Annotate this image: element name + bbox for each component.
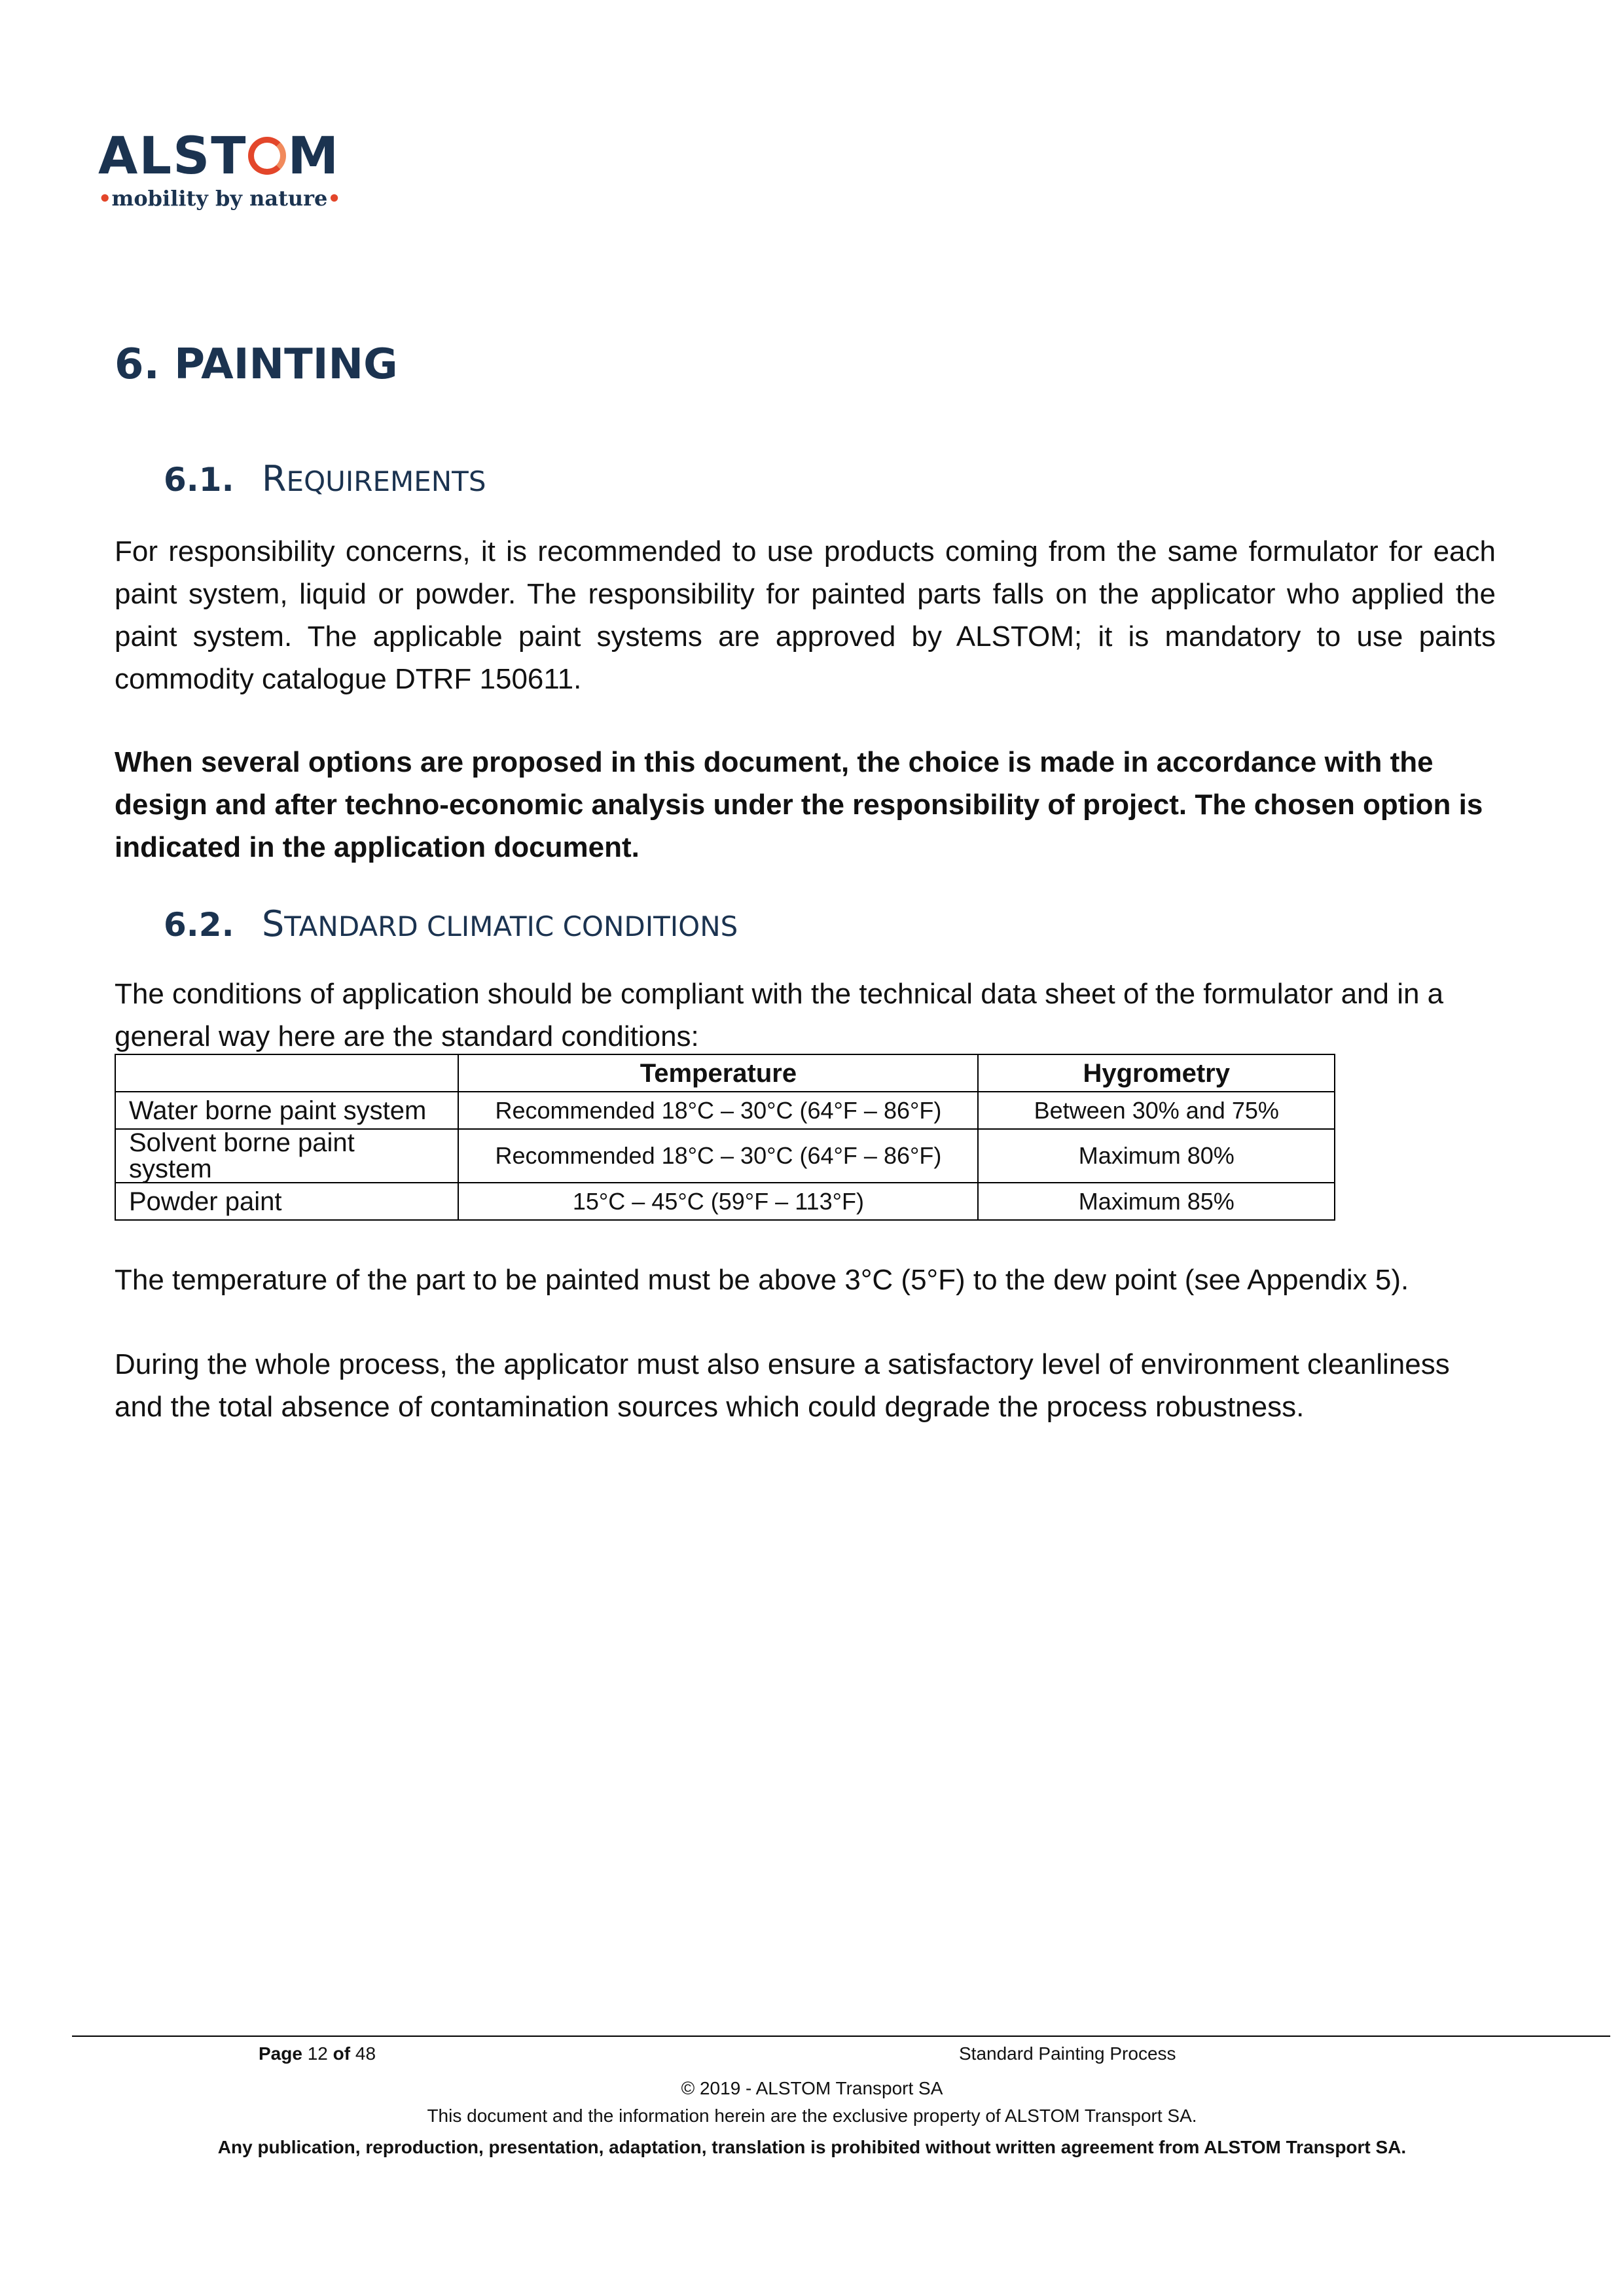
subsection-number: 6.1. [164,461,234,499]
section-title: 6. PAINTING [115,340,398,389]
logo-tagline: •mobility by nature• [98,186,341,211]
table-cell: Recommended 18°C – 30°C (64°F – 86°F) [458,1092,978,1129]
table-row [115,1129,1335,1183]
footer-property-notice: This document and the information herein are the exclusive property of ALSTOM Transport SA. [427,2106,1197,2126]
requirements-paragraph: For responsibility concerns, it is recommended to use products coming from the same formulator for each paint system, liquid or powder. The responsibility for painted parts falls on the applicator who applied the paint system. The applicable paint systems are approved by ALSTOM; it is mandatory to use paints commodity catalogue DTRF 150611. [115,535,1496,695]
requirements-bold-paragraph: When several options are proposed in this document, the choice is made in accordance with the design and after techno-economic analysis under the responsibility of project. The chosen option is indicated in the application document. [115,746,1483,863]
temperature-note: The temperature of the part to be painted must be above 3°C (5°F) to the dew point (see Appendix 5). [115,1264,1409,1296]
table-header-cell [115,1054,458,1092]
cleanliness-note: During the whole process, the applicator must also ensure a satisfactory level of environment cleanliness and the total absence of contamination sources which could degrade the process robustness. [115,1348,1450,1423]
subsection-requirements-heading: 6.1. REQUIREMENTS [164,458,486,499]
table-row [115,1092,1335,1129]
page-counter: Page 12 of 48 [259,2043,376,2064]
subsection-climatic-heading: 6.2. STANDARD CLIMATIC CONDITIONS [164,903,738,944]
alstom-logo [98,127,341,216]
footer-copyright: © 2019 - ALSTOM Transport SA [681,2078,943,2098]
climatic-conditions-table [115,1054,1335,1221]
table-header-cell: Temperature [458,1054,978,1092]
footer-legal-notice: Any publication, reproduction, presentation, adaptation, translation is prohibited without written agreement from ALSTOM Transport SA. [217,2137,1407,2157]
table-cell: Solvent borne paint system [115,1129,458,1183]
table-cell: 15°C – 45°C (59°F – 113°F) [458,1183,978,1220]
subsection-number: 6.2. [164,906,234,944]
table-cell: Maximum 80% [978,1129,1335,1183]
logo-ring-icon [248,137,286,175]
table-cell: Maximum 85% [978,1183,1335,1220]
table-header-cell: Hygrometry [978,1054,1335,1092]
table-header-row [115,1054,1335,1092]
climatic-intro: The conditions of application should be compliant with the technical data sheet of the formulator and in a general way here are the standard conditions: [115,978,1444,1052]
footer-divider [72,2036,1610,2037]
footer-doc-title: Standard Painting Process [959,2043,1176,2064]
table-cell: Powder paint [115,1183,458,1220]
table-cell: Recommended 18°C – 30°C (64°F – 86°F) [458,1129,978,1183]
table-row [115,1183,1335,1220]
table-cell: Water borne paint system [115,1092,458,1129]
logo-wordmark: ALST M [98,127,340,186]
table-cell: Between 30% and 75% [978,1092,1335,1129]
